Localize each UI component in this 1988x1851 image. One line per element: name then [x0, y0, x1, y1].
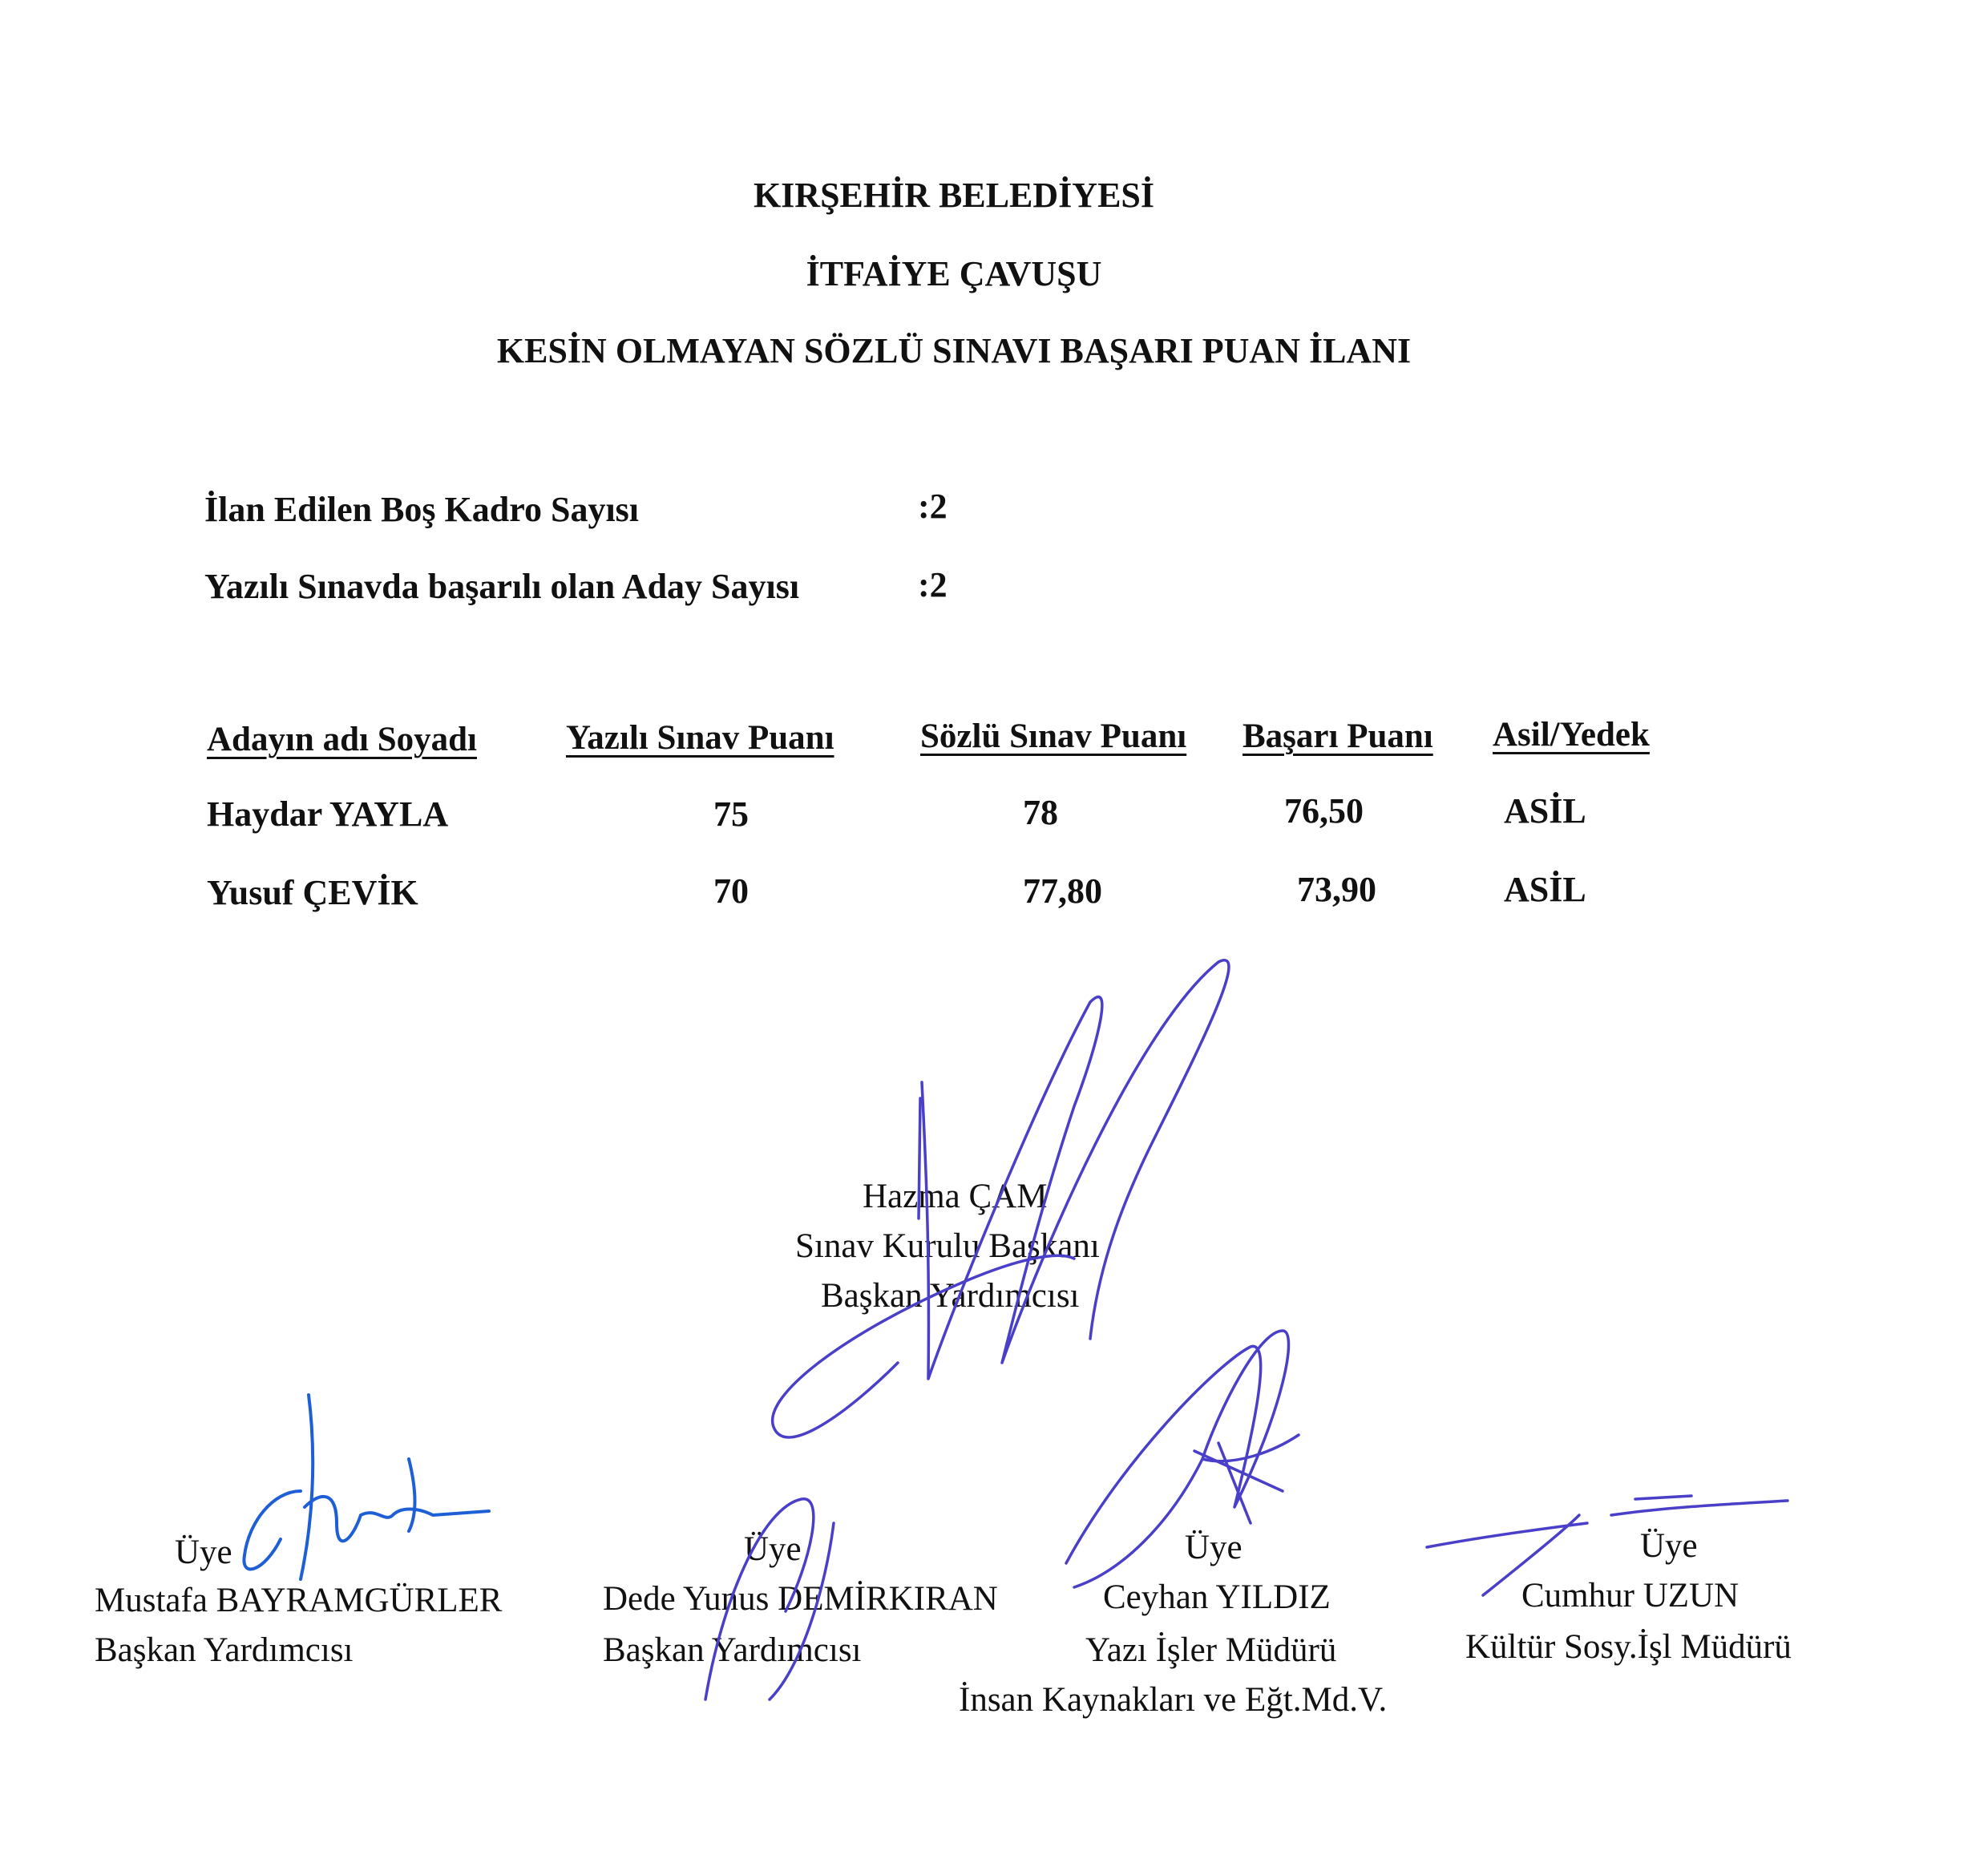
header-announcement-title: KESİN OLMAYAN SÖZLÜ SINAVI BAŞARI PUAN İLANI	[496, 331, 1412, 370]
member-title-2: İnsan Kaynakları ve Eğt.Md.V.	[959, 1681, 1388, 1719]
header-written-score: Yazılı Sınav Puanı	[566, 719, 834, 757]
row-name: Haydar YAYLA	[207, 794, 449, 834]
member-3-signature-mark	[1066, 1331, 1299, 1587]
member-1-signature-mark	[244, 1395, 489, 1579]
member-name: Cumhur UZUN	[1521, 1577, 1740, 1615]
row-oral-score: 77,80	[1023, 871, 1102, 911]
member-label: Üye	[1640, 1527, 1698, 1565]
member-title: Yazı İşler Müdürü	[1085, 1631, 1337, 1669]
row-success-score: 73,90	[1297, 870, 1376, 909]
passed-value: :2	[918, 565, 948, 604]
vacancies-value: :2	[918, 487, 948, 526]
chair-title: Başkan Yardımcısı	[821, 1277, 1080, 1315]
row-name: Yusuf ÇEVİK	[207, 873, 418, 912]
member-name: Mustafa BAYRAMGÜRLER	[95, 1582, 503, 1619]
header-candidate-name: Adayın adı Soyadı	[207, 721, 477, 758]
passed-label: Yazılı Sınavda başarılı olan Aday Sayısı	[204, 567, 800, 606]
row-written-score: 70	[713, 871, 749, 911]
member-label: Üye	[175, 1534, 232, 1571]
row-oral-score: 78	[1023, 793, 1058, 832]
member-label: Üye	[1185, 1529, 1242, 1566]
member-name: Ceyhan YILDIZ	[1103, 1578, 1331, 1616]
vacancies-label: İlan Edilen Boş Kadro Sayısı	[204, 490, 640, 529]
chair-signature-mark	[922, 960, 1229, 1379]
header-success-score: Başarı Puanı	[1242, 717, 1433, 755]
row-status: ASİL	[1504, 870, 1586, 909]
header-position: İTFAİYE ÇAVUŞU	[806, 254, 1102, 293]
header-oral-score: Sözlü Sınav Puanı	[920, 717, 1187, 755]
row-success-score: 76,50	[1284, 791, 1364, 831]
member-title: Kültür Sosy.İşl Müdürü	[1465, 1628, 1792, 1666]
member-label: Üye	[744, 1530, 802, 1568]
member-title: Başkan Yardımcısı	[95, 1631, 354, 1669]
row-written-score: 75	[713, 794, 749, 834]
member-name: Dede Yunus DEMİRKIRAN	[603, 1580, 998, 1618]
row-status: ASİL	[1504, 791, 1586, 831]
chair-name: Hazma ÇAM	[863, 1178, 1048, 1215]
member-title: Başkan Yardımcısı	[603, 1631, 862, 1669]
header-institution: KIRŞEHİR BELEDİYESİ	[753, 176, 1155, 215]
chair-role: Sınav Kurulu Başkanı	[795, 1227, 1100, 1265]
header-status: Asil/Yedek	[1493, 716, 1650, 754]
